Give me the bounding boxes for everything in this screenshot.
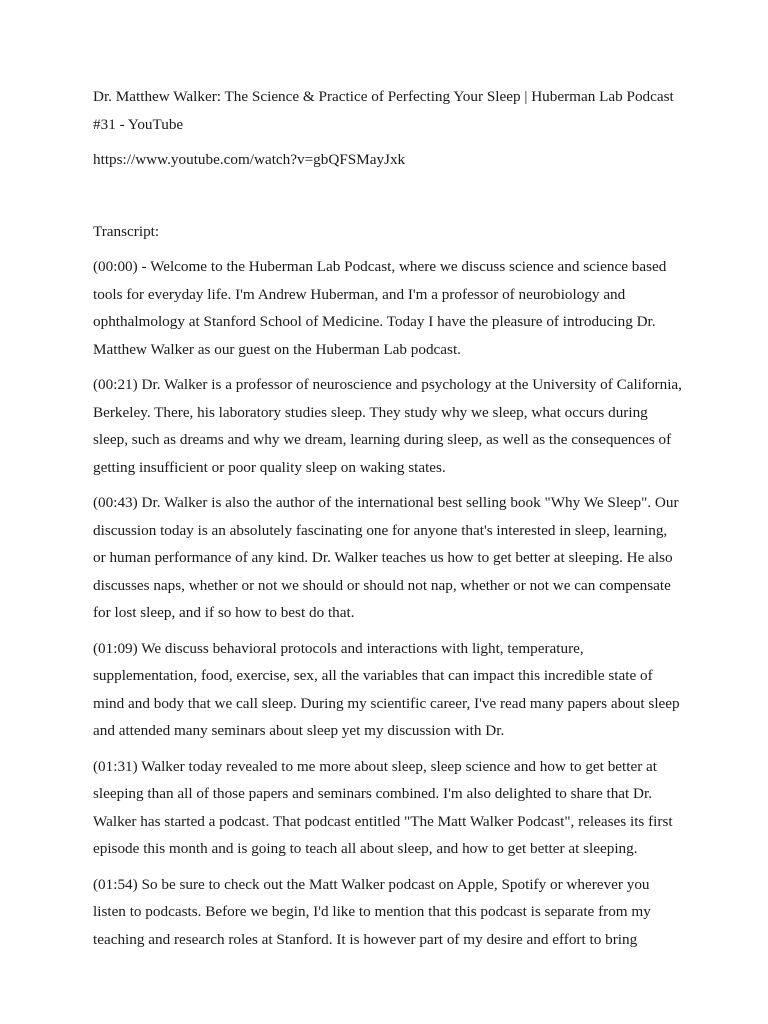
document-title: Dr. Matthew Walker: The Science & Practice of Perfecting Your Sleep | Huberman Lab Podcast #31 - YouTube	[93, 88, 674, 133]
document-page	[93, 83, 683, 961]
transcript-paragraph: (00:00) - Welcome to the Huberman Lab Podcast, where we discuss science and science based tools for everyday life. I'm Andrew Huberman, and I'm a professor of neurobiology and ophthalmology at Stanford School of Medicine. Today I have the pleasure of introducing Dr. Matthew Walker as our guest on the Huberman Lab podcast.	[93, 258, 667, 358]
transcript-paragraph: (00:21) Dr. Walker is a professor of neuroscience and psychology at the University of California, Berkeley. There, his laboratory studies sleep. They study why we sleep, what occurs during sleep, such as dreams and why we dream, learning during sleep, as well as the consequences of getting insufficient or poor quality sleep on waking states.	[93, 376, 682, 476]
transcript-paragraph: (01:54) So be sure to check out the Matt Walker podcast on Apple, Spotify or wherever you listen to podcasts. Before we begin, I'd like to mention that this podcast is separate from my teaching and research roles at Stanford. It is however part of my desire and effort to bring	[93, 875, 651, 948]
transcript-paragraph: (01:09) We discuss behavioral protocols and interactions with light, temperature, supplementation, food, exercise, sex, all the variables that can impact this incredible state of mind and body that we call sleep. During my scientific career, I've read many papers about sleep and attended many seminars about sleep yet my discussion with Dr.	[93, 639, 680, 739]
transcript-paragraph: (00:43) Dr. Walker is also the author of the international best selling book "Why We Sleep". Our discussion today is an absolutely fascinating one for anyone that's interested in sleep, learning, or human performance of any kind. Dr. Walker teaches us how to get better at sleeping. He also discusses naps, whether or not we should or should not nap, whether or not we can compensate for lost sleep, and if so how to best do that.	[93, 494, 679, 621]
transcript-label: Transcript:	[93, 222, 160, 240]
transcript-paragraph: (01:31) Walker today revealed to me more about sleep, sleep science and how to get better at sleeping than all of those papers and seminars combined. I'm also delighted to share that Dr. Walker has started a podcast. That podcast entitled "The Matt Walker Podcast", releases its first episode this month and is going to teach all about sleep, and how to get better at sleeping.	[93, 757, 673, 857]
video-url: https://www.youtube.com/watch?v=gbQFSMayJxk	[93, 151, 406, 168]
spacer	[93, 182, 683, 218]
